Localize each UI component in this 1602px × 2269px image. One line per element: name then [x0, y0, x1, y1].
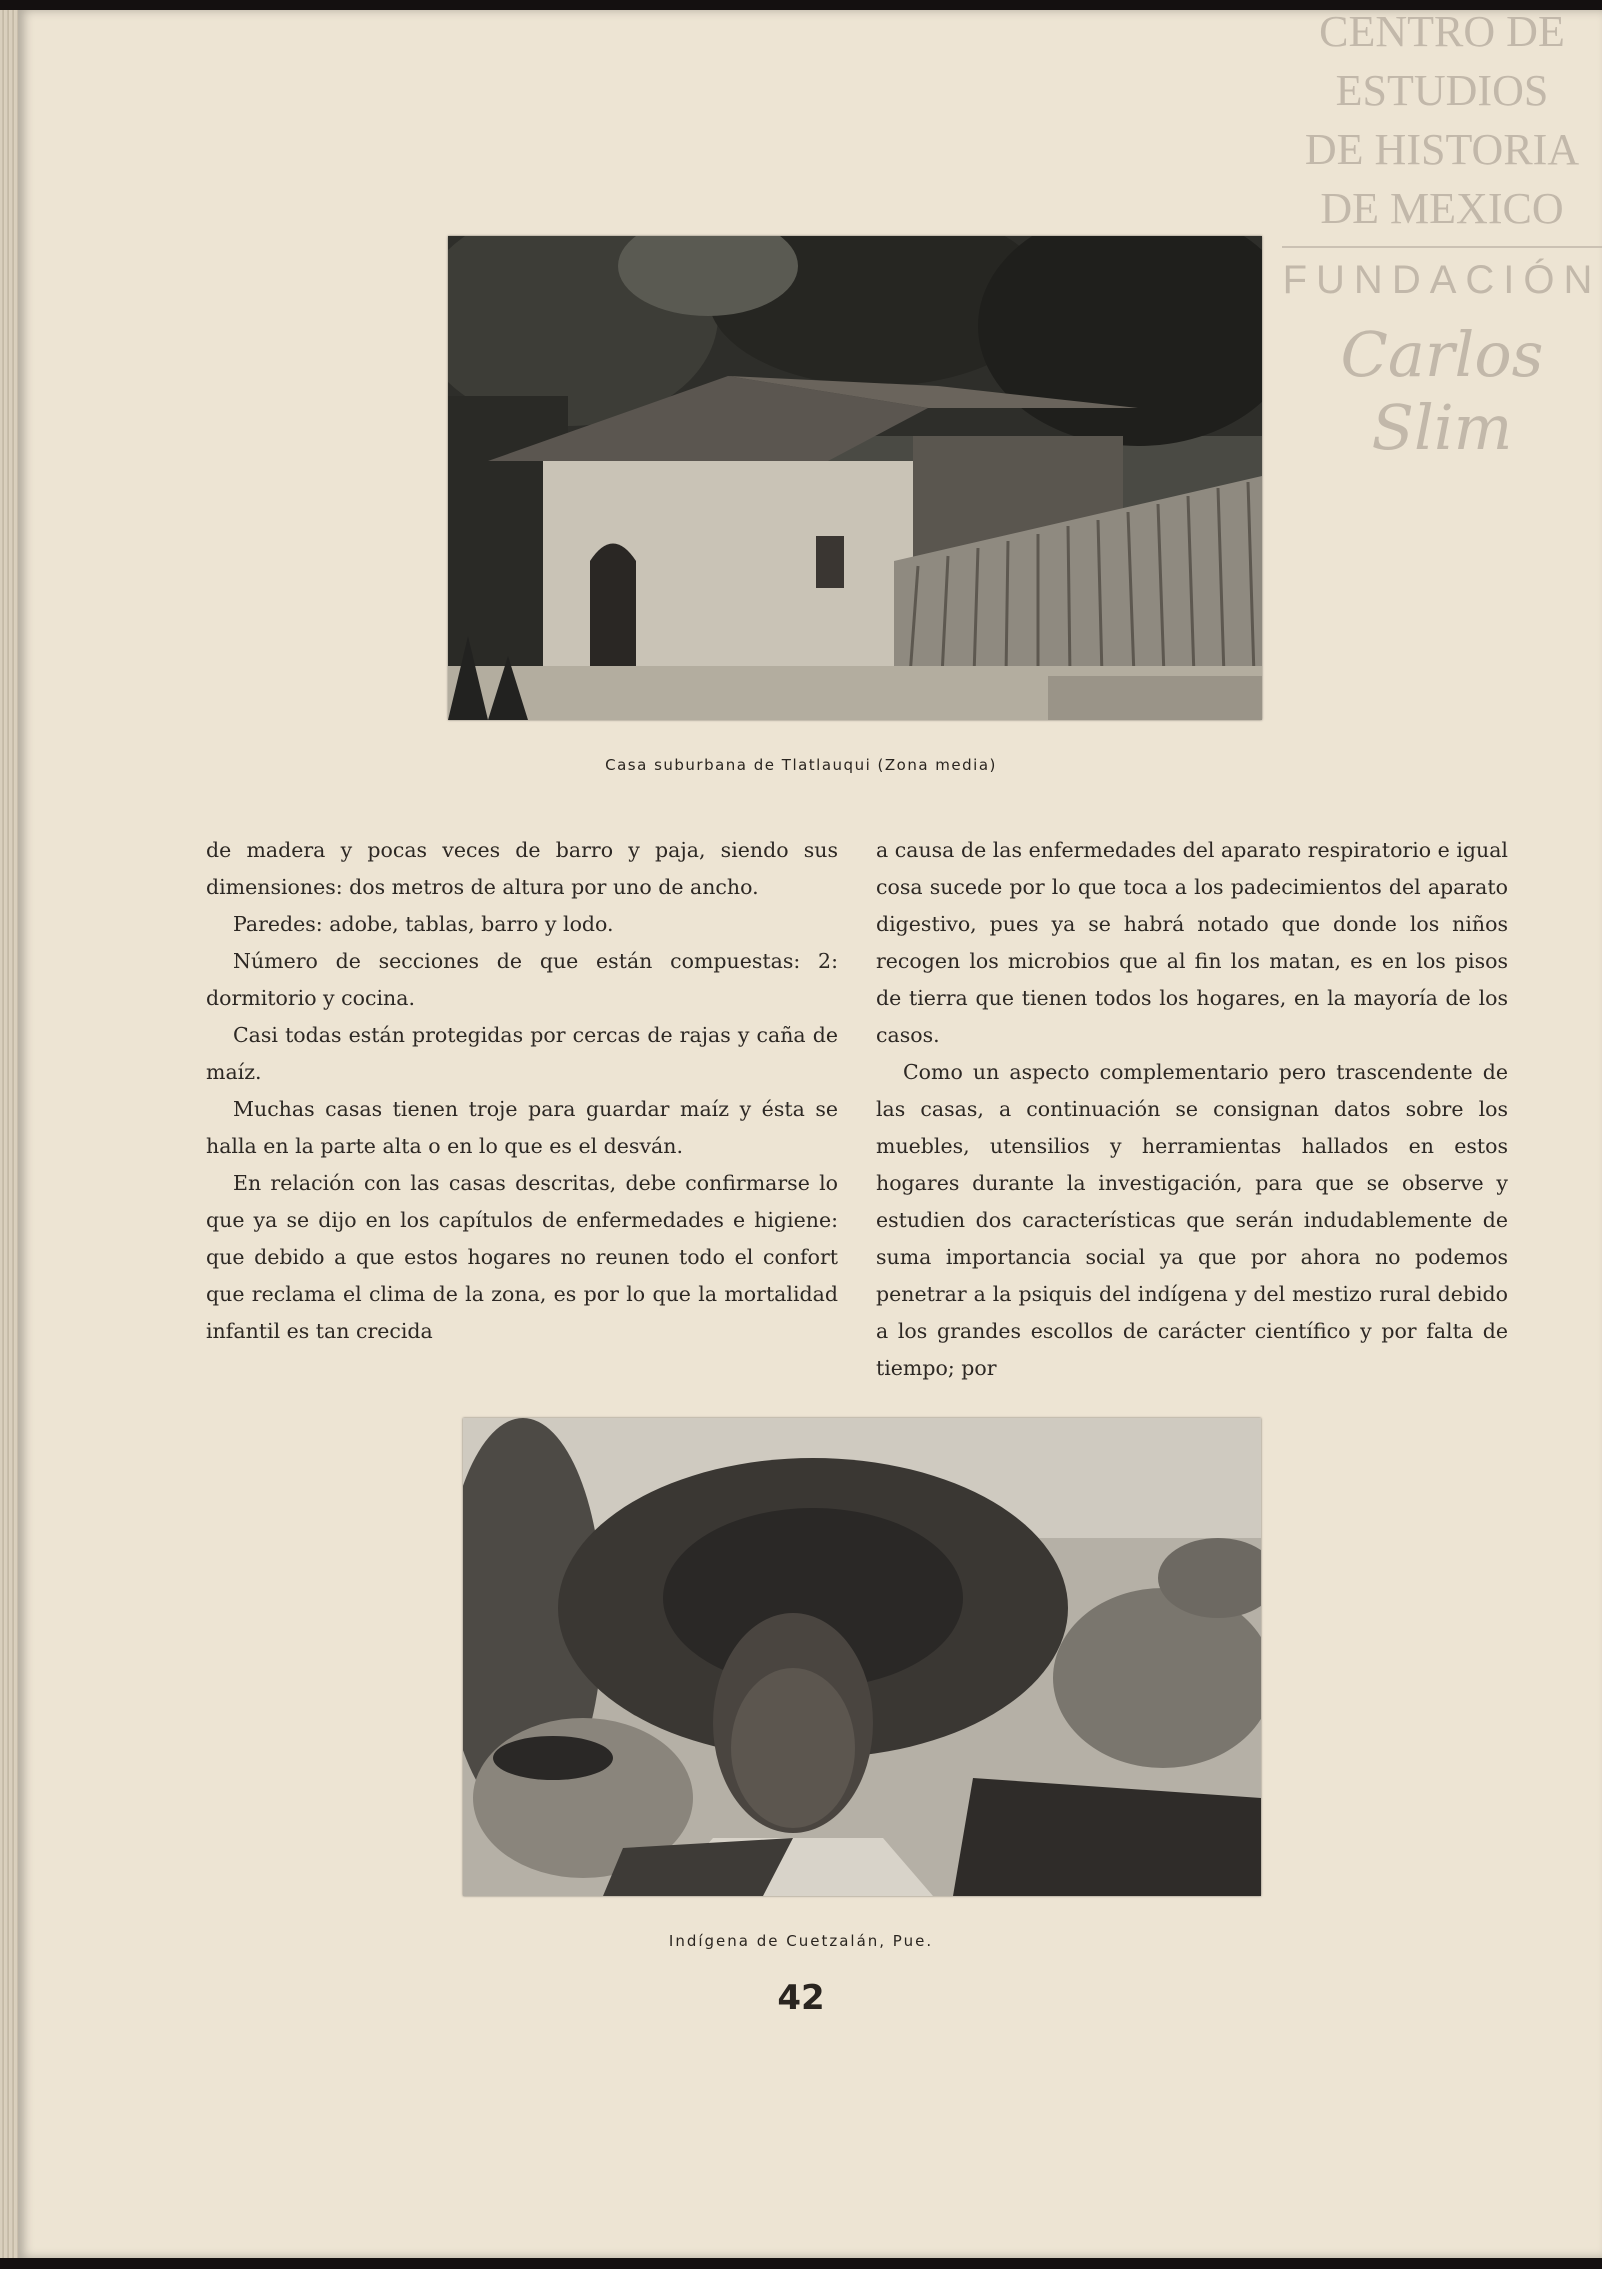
portrait-illustration	[463, 1418, 1261, 1896]
paragraph: Paredes: adobe, tablas, barro y lodo.	[233, 912, 614, 936]
paragraph: de madera y pocas veces de barro y paja, siendo sus dimensiones: dos metros de altura por uno de ancho.	[206, 838, 838, 899]
watermark-line: DE MEXICO	[1320, 184, 1564, 233]
text-column-right	[876, 832, 1508, 1387]
paragraph: Muchas casas tienen troje para guardar maíz y ésta se halla en la parte alta o en lo que es el desván.	[206, 1097, 838, 1158]
paragraph: a causa de las enfermedades del aparato respiratorio e igual cosa sucede por lo que toca a los padecimientos del aparato digestivo, pues ya se habrá notado que donde los niños recogen los microbios que al fin los matan, es en los pisos de tierra que tienen todos los hogares, en la mayoría de los casos.	[876, 838, 1508, 1047]
figure-caption: Indígena de Cuetzalán, Pue.	[668, 1932, 934, 1950]
watermark	[1282, 0, 1602, 464]
paragraph: Número de secciones de que están compuestas: 2: dormitorio y cocina.	[206, 949, 838, 1010]
watermark-line: ESTUDIOS	[1335, 66, 1549, 115]
watermark-signature: Carlos Slim	[1340, 318, 1544, 464]
paragraph: Como un aspecto complementario pero trascendente de las casas, a continuación se consignan datos sobre los muebles, utensilios y herramientas hallados en estos hogares durante la investigación, para que se observe y estudien dos características que serán indudablemente de suma importancia social ya que por ahora no podemos penetrar a la psiquis del indígena y del mestizo rural debido a los grandes escollos de carácter científico y por falta de tiempo; por	[876, 1060, 1508, 1380]
watermark-line: CENTRO DE	[1319, 7, 1565, 56]
house-photo	[448, 236, 1262, 720]
watermark-line: DE HISTORIA	[1304, 125, 1580, 174]
paragraph: Casi todas están protegidas por cercas de rajas y caña de maíz.	[206, 1023, 838, 1084]
paragraph: En relación con las casas descritas, debe confirmarse lo que ya se dijo en los capítulos de enfermedades e higiene: que debido a que estos hogares no reunen todo el confort que reclama el clima de la zona, es por lo que la mortalidad infantil es tan crecida	[206, 1171, 838, 1343]
page-number: 42	[777, 1978, 825, 2018]
watermark-divider	[1282, 246, 1602, 248]
text-column-left	[206, 832, 838, 1350]
portrait-photo	[463, 1418, 1261, 1896]
house-illustration	[448, 236, 1262, 720]
figure-caption: Casa suburbana de Tlatlauqui (Zona media)	[605, 756, 997, 774]
watermark-foundation: FUNDACIÓN	[1282, 258, 1602, 302]
